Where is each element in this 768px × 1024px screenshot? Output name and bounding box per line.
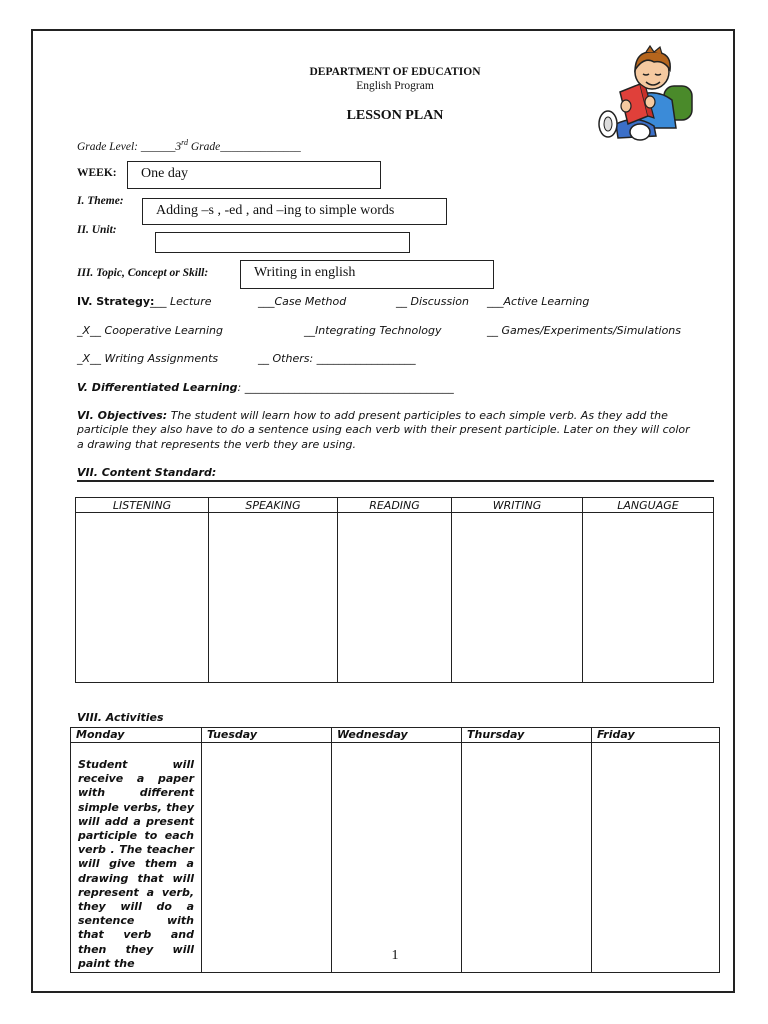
program-subtitle: English Program [356, 80, 434, 92]
col-thursday: Thursday [462, 728, 592, 743]
topic-label: III. Topic, Concept or Skill: [77, 267, 209, 279]
strategy-games[interactable]: __ Games/Experiments/Simulations [487, 324, 681, 337]
activities-label: VIII. Activities [77, 711, 164, 724]
strategy-writing-assignments[interactable]: _X__ Writing Assignments [77, 352, 219, 365]
strategy-label: IV. Strategy: [77, 295, 155, 308]
activities-table [70, 727, 720, 973]
cell-monday[interactable] [71, 743, 202, 973]
week-label: WEEK: [77, 167, 117, 179]
grade-level-suffix: Grade______________ [187, 140, 301, 153]
differentiated-learning-label: V. Differentiated Learning [77, 381, 238, 394]
topic-field[interactable]: Writing in english [240, 260, 494, 289]
grade-level-sup: rd [181, 138, 188, 147]
col-speaking: SPEAKING [209, 498, 338, 513]
monday-activity-text: Student will receive a paper with different simple verbs, they will add a present participle to each verb . The teacher will give them a drawing that will represent a verb, they will do a sentence with that verb and then they will paint the [78, 758, 194, 970]
grade-level-label: Grade Level: [77, 140, 138, 153]
page-number: 1 [391, 948, 399, 963]
cell-tuesday[interactable] [202, 743, 332, 973]
strategy-cooperative-learning[interactable]: _X__ Cooperative Learning [77, 324, 223, 337]
cell-speaking[interactable] [209, 513, 338, 683]
department-title: DEPARTMENT OF EDUCATION [309, 66, 481, 78]
objectives-label: VI. Objectives: [77, 409, 168, 422]
lesson-plan-title: LESSON PLAN [346, 108, 444, 123]
week-field[interactable]: One day [127, 161, 381, 189]
cell-language[interactable] [583, 513, 714, 683]
grade-level-row [77, 138, 301, 153]
content-standard-table [75, 497, 714, 683]
differentiated-learning-line: : ______________________________________ [237, 381, 454, 394]
unit-field[interactable] [155, 232, 410, 253]
unit-label: II. Unit: [77, 224, 117, 236]
content-standard-rule [77, 480, 714, 482]
col-friday: Friday [592, 728, 720, 743]
grade-level-value: 3 [175, 140, 182, 153]
col-writing: WRITING [452, 498, 583, 513]
theme-field[interactable]: Adding –s , -ed , and –ing to simple words [142, 198, 447, 225]
strategy-integrating-technology[interactable]: __Integrating Technology [304, 324, 442, 337]
theme-label: I. Theme: [77, 195, 124, 207]
cell-thursday[interactable] [462, 743, 592, 973]
content-standard-label: VII. Content Standard: [77, 466, 217, 479]
col-tuesday: Tuesday [202, 728, 332, 743]
boy-reading-icon [596, 44, 702, 144]
strategy-lecture[interactable]: ___ Lecture [150, 295, 212, 308]
cell-listening[interactable] [76, 513, 209, 683]
grade-level-prefix: ______ [140, 140, 176, 153]
col-wednesday: Wednesday [332, 728, 462, 743]
col-language: LANGUAGE [583, 498, 714, 513]
cell-writing[interactable] [452, 513, 583, 683]
objectives-text: The student will learn how to add present participles to each simple verb. As they add the participle they also have to do a sentence using each verb with their present participle. Later on they will color a drawing that represents the verb they are using. [77, 409, 690, 451]
objectives-block [77, 409, 699, 452]
strategy-discussion[interactable]: __ Discussion [396, 295, 469, 308]
strategy-case-method[interactable]: ___Case Method [258, 295, 347, 308]
col-monday: Monday [71, 728, 202, 743]
col-reading: READING [338, 498, 452, 513]
cell-wednesday[interactable] [332, 743, 462, 973]
col-listening: LISTENING [76, 498, 209, 513]
cell-reading[interactable] [338, 513, 452, 683]
strategy-active-learning[interactable]: ___Active Learning [487, 295, 590, 308]
cell-friday[interactable] [592, 743, 720, 973]
differentiated-learning-row [77, 381, 454, 394]
strategy-others[interactable]: __ Others: __________________ [258, 352, 416, 365]
